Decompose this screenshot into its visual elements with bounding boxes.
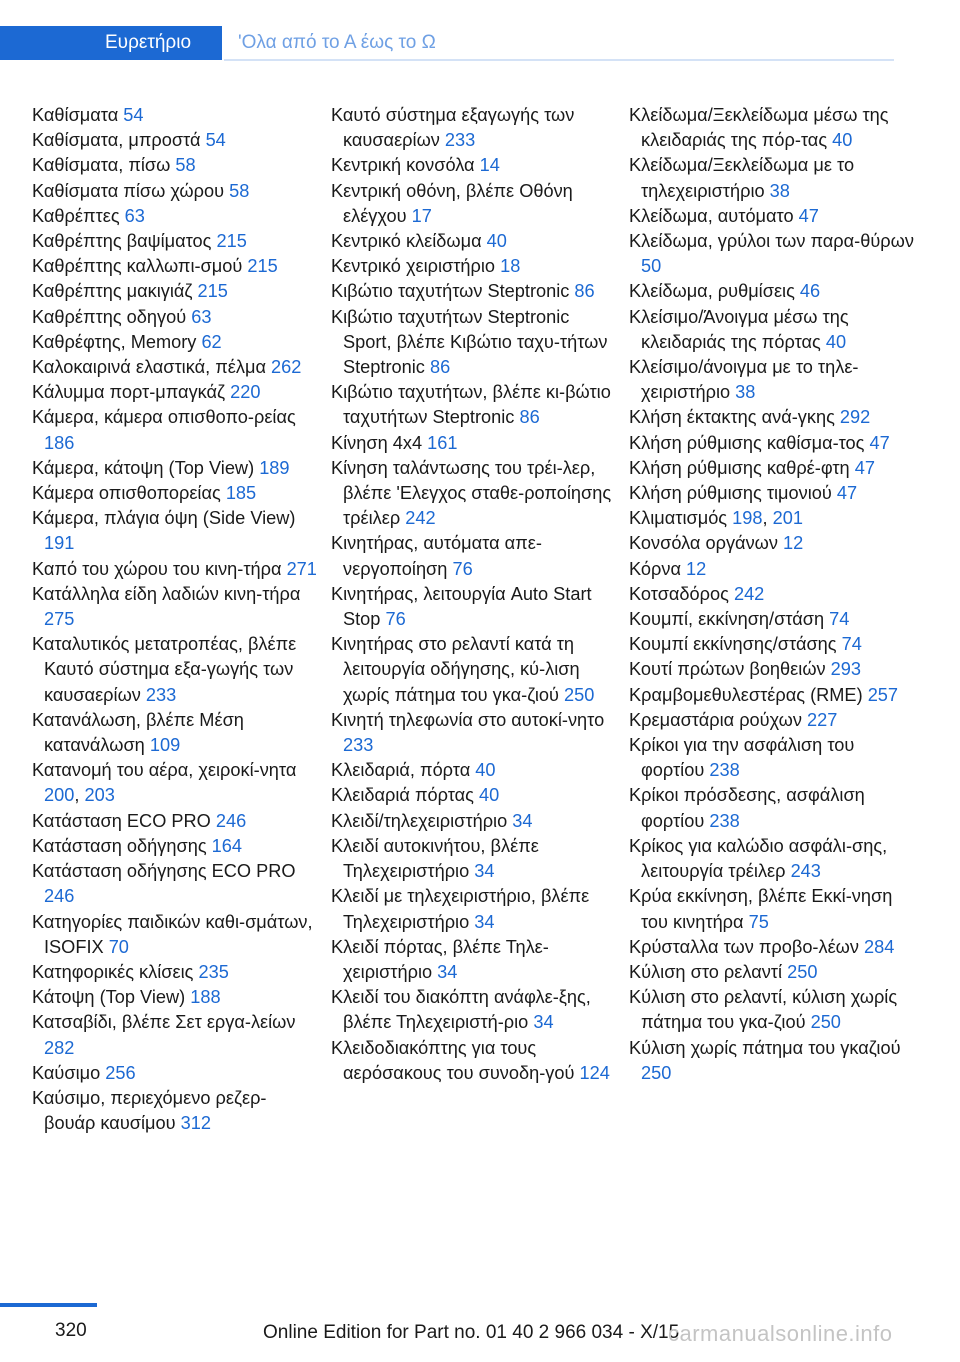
index-entry xyxy=(32,1086,317,1136)
entry-term: Κόρνα xyxy=(629,558,687,579)
index-entry xyxy=(629,531,914,556)
page-link[interactable]: 238 xyxy=(709,760,740,781)
page-link[interactable]: 12 xyxy=(783,533,804,554)
index-entry xyxy=(32,985,317,1010)
page-link[interactable]: 86 xyxy=(574,281,595,302)
page-link[interactable]: 189 xyxy=(259,457,290,478)
entry-term: Κάτοψη (Top View) xyxy=(32,987,191,1008)
entry-term: Καθίσματα, μπροστά xyxy=(32,130,206,151)
entry-term: Κινητή τηλεφωνία στο αυτοκί‐νητο xyxy=(331,709,605,730)
page-link[interactable]: 109 xyxy=(149,735,181,756)
page-link[interactable]: 246 xyxy=(44,886,75,907)
index-entry xyxy=(331,431,616,456)
page-link[interactable]: 293 xyxy=(830,659,862,680)
entry-term: Κρίκοι πρόσδεσης, ασφάλιση φορτίου xyxy=(629,785,865,831)
page-link[interactable]: 200 xyxy=(44,785,75,806)
entry-term: Καθρέπτης καλλωπι‐σμού xyxy=(32,256,248,277)
index-entry xyxy=(32,859,317,909)
page-link[interactable]: 63 xyxy=(124,205,145,226)
index-entry xyxy=(331,229,616,254)
entry-term: Κλειδί του διακόπτη ανάφλε‐ξης, βλέπε Τηλεχειριστή‐ριο xyxy=(331,987,591,1033)
index-entry xyxy=(32,355,317,380)
entry-term: Κίνηση 4x4 xyxy=(331,432,428,453)
page-number: 320 xyxy=(55,1320,87,1341)
entry-term: Κλειδί με τηλεχειριστήριο, βλέπε Τηλεχειριστήριο xyxy=(331,886,590,932)
page-link[interactable]: 47 xyxy=(798,205,819,226)
page-link[interactable]: 201 xyxy=(772,508,803,529)
page-link[interactable]: 262 xyxy=(271,357,302,378)
entry-term: Κατηγορίες παιδικών καθι‐σμάτων, ISOFIX xyxy=(32,911,313,957)
page-link[interactable]: 75 xyxy=(748,911,769,932)
page-link[interactable]: 12 xyxy=(686,558,707,579)
index-entry xyxy=(32,557,317,582)
entry-term: Κιβώτιο ταχυτήτων Steptronic xyxy=(331,281,575,302)
index-entry xyxy=(32,330,317,355)
index-entry xyxy=(629,305,914,355)
entry-term: Κατάσταση οδήγησης ECO PRO xyxy=(32,861,296,882)
entry-term: Κλείσιμο/Άνοιγμα μέσω της κλειδαριάς της πόρτας xyxy=(629,306,849,352)
entry-term: Κλείδωμα/Ξεκλείδωμα μέσω της κλειδαριάς της πόρ‐τας xyxy=(629,105,889,151)
entry-term: Κατάσταση ECO PRO xyxy=(32,810,216,831)
index-entry xyxy=(32,153,317,178)
page-link[interactable]: 256 xyxy=(105,1062,136,1083)
page-link[interactable]: 14 xyxy=(479,155,500,176)
page-link[interactable]: 215 xyxy=(216,231,247,252)
header-divider xyxy=(224,59,894,61)
page-link[interactable]: 292 xyxy=(839,407,871,428)
page-link[interactable]: 186 xyxy=(44,432,75,453)
entry-term: Κλειδαριά πόρτας xyxy=(331,785,479,806)
page-link[interactable]: 40 xyxy=(475,760,496,781)
index-entry xyxy=(331,708,616,758)
entry-term: Καπό του χώρου του κινη‐τήρα xyxy=(32,558,287,579)
page-link[interactable]: 54 xyxy=(123,105,144,125)
entry-term: Καθίσματα xyxy=(32,105,124,125)
index-entry xyxy=(331,758,616,783)
page-link[interactable]: 76 xyxy=(452,558,473,579)
page-link[interactable]: 17 xyxy=(411,205,432,226)
entry-term: Κάμερα, κάτοψη (Top View) xyxy=(32,457,260,478)
index-entry xyxy=(629,153,914,203)
index-entry xyxy=(629,405,914,430)
index-entry xyxy=(331,809,616,834)
index-entry xyxy=(629,557,914,582)
index-entry xyxy=(629,229,914,279)
entry-term: Κατσαβίδι, βλέπε Σετ εργα‐λείων xyxy=(32,1012,296,1033)
index-entry xyxy=(331,254,616,279)
index-entry xyxy=(629,456,914,481)
entry-term: Κατανάλωση, βλέπε Μέση κατανάλωση xyxy=(32,709,244,756)
entry-term: Καθρέπτης οδηγού xyxy=(32,306,192,327)
index-entry xyxy=(32,834,317,859)
entry-term: Κλείσιμο/άνοιγμα με το τηλε‐χειριστήριο xyxy=(629,357,859,403)
index-column-3 xyxy=(629,103,914,1086)
page-link[interactable]: 271 xyxy=(286,558,317,579)
index-entry xyxy=(331,632,616,708)
entry-term: Κάμερα, πλάγια όψη (Side View) xyxy=(32,508,296,529)
page-link[interactable]: 50 xyxy=(641,256,662,277)
index-entry xyxy=(32,809,317,834)
entry-term: Καλοκαιρινά ελαστικά, πέλμα xyxy=(32,357,272,378)
entry-term: Κλειδαριά, πόρτα xyxy=(331,760,476,781)
page-link[interactable]: 282 xyxy=(44,1037,75,1058)
page-link[interactable]: 242 xyxy=(405,508,436,529)
index-entry xyxy=(32,582,317,632)
page-link[interactable]: 238 xyxy=(709,810,740,831)
index-entry xyxy=(331,884,616,934)
footer-accent-bar xyxy=(0,1303,97,1307)
entry-term: Κουμπί εκκίνησης/στάσης xyxy=(629,634,842,655)
index-entry xyxy=(629,1036,914,1086)
entry-term: Κινητήρας, λειτουργία Auto Start Stop xyxy=(331,583,592,630)
page-link[interactable]: 58 xyxy=(175,155,196,176)
entry-term: Καυτό σύστημα εξαγωγής των καυσαερίων xyxy=(331,105,575,151)
page-link[interactable]: 250 xyxy=(787,961,818,982)
page-link[interactable]: 34 xyxy=(437,961,458,982)
index-entry xyxy=(629,103,914,153)
index-entry xyxy=(629,607,914,632)
index-entry xyxy=(629,481,914,506)
index-tab[interactable]: Ευρετήριο xyxy=(0,26,222,60)
range-tab[interactable]: 'Ολα από το Α έως το Ω xyxy=(238,32,436,53)
index-entry xyxy=(331,935,616,985)
entry-term: Κεντρική οθόνη, βλέπε Οθόνη ελέγχου xyxy=(331,180,573,226)
page-link[interactable]: 40 xyxy=(832,130,853,151)
page-link[interactable]: 63 xyxy=(191,306,212,327)
entry-term: Κατάσταση οδήγησης xyxy=(32,835,212,856)
entry-term: Κίνηση ταλάντωσης του τρέι‐λερ, βλέπε 'Ελεγχος σταθε‐ροποίησης τρέιλερ xyxy=(331,457,612,529)
page-link[interactable]: 34 xyxy=(474,911,495,932)
index-entry xyxy=(32,204,317,229)
index-entry xyxy=(32,708,317,758)
page-link[interactable]: 76 xyxy=(385,609,406,630)
page-link[interactable]: 161 xyxy=(427,432,458,453)
entry-term: Καύσιμο, περιεχόμενο ρεζερ‐βουάρ καυσίμου xyxy=(32,1087,267,1134)
index-entry xyxy=(32,960,317,985)
index-entry xyxy=(331,179,616,229)
entry-term: Καταλυτικός μετατροπέας, βλέπε Καυτό σύστημα εξα‐γωγής των καυσαερίων xyxy=(32,634,297,705)
page-link[interactable]: 215 xyxy=(247,256,278,277)
entry-term: Κεντρικό χειριστήριο xyxy=(331,256,501,277)
index-entry xyxy=(32,254,317,279)
index-entry xyxy=(32,179,317,204)
index-entry xyxy=(32,380,317,405)
page-link[interactable]: 250 xyxy=(810,1012,841,1033)
index-entry xyxy=(629,355,914,405)
index-entry xyxy=(629,708,914,733)
page-link[interactable]: 257 xyxy=(867,684,899,705)
index-entry xyxy=(331,279,616,304)
index-entry xyxy=(331,783,616,808)
index-entry xyxy=(32,456,317,481)
index-entry xyxy=(331,834,616,884)
index-entry: Κλιματισμός 198, 201 xyxy=(629,508,803,529)
page-link[interactable]: 34 xyxy=(533,1012,554,1033)
entry-term: Κατηφορικές κλίσεις xyxy=(32,961,199,982)
entry-term: Καθρέπτες xyxy=(32,205,125,226)
entry-term: Κλήση ρύθμισης καθρέ‐φτη xyxy=(629,457,855,478)
index-entry xyxy=(629,431,914,456)
page-link[interactable]: 185 xyxy=(225,483,257,504)
edition-line: Online Edition for Part no. 01 40 2 966 034 - X/15 xyxy=(263,1322,680,1343)
index-column-1 xyxy=(32,103,317,1136)
index-entry xyxy=(32,229,317,254)
page-link[interactable]: 227 xyxy=(807,709,838,730)
entry-term: Καθρέπτης μακιγιάζ xyxy=(32,281,198,302)
index-entry xyxy=(32,103,317,128)
entry-term: Καθρέφτης, Memory xyxy=(32,331,202,352)
entry-term: Κάλυμμα πορτ-μπαγκάζ xyxy=(32,382,231,403)
index-entry xyxy=(629,657,914,682)
index-entry xyxy=(629,834,914,884)
entry-term: Κρύα εκκίνηση, βλέπε Εκκί‐νηση του κινητήρα xyxy=(629,886,893,932)
page-link[interactable]: 74 xyxy=(829,609,850,630)
page-link[interactable]: 203 xyxy=(84,785,115,806)
index-entry xyxy=(629,279,914,304)
page-link[interactable]: 40 xyxy=(478,785,500,806)
index-entry xyxy=(331,1036,616,1086)
entry-term: Κλείδωμα/Ξεκλείδωμα με το τηλεχειριστήριο xyxy=(629,155,855,201)
entry-term: Κλείδωμα, γρύλοι των παρα‐θύρων xyxy=(629,231,914,252)
page-link[interactable]: 62 xyxy=(201,331,222,352)
entry-term: Κρύσταλλα των προβο‐λέων xyxy=(629,936,865,957)
entry-term: Κλειδί αυτοκινήτου, βλέπε Τηλεχειριστήριο xyxy=(331,835,539,882)
index-entry xyxy=(32,1010,317,1060)
index-entry xyxy=(32,128,317,153)
page-link[interactable]: 40 xyxy=(486,231,507,252)
page-link[interactable]: 246 xyxy=(215,810,247,831)
index-entry xyxy=(32,1061,317,1086)
entry-term: Κραμβομεθυλεστέρας (RME) xyxy=(629,684,868,705)
entry-term: Κρίκοι για την ασφάλιση του φορτίου xyxy=(629,735,855,781)
index-entry xyxy=(331,380,616,430)
entry-term: Κλείδωμα, αυτόματο xyxy=(629,205,799,226)
entry-term: Κάμερα οπισθοπορείας xyxy=(32,483,226,504)
entry-term: Κινητήρας στο ρελαντί κατά τη λειτουργία οδήγησης, κύ‐λιση χωρίς πάτημα του γκα‐ζιού xyxy=(331,634,580,705)
entry-term: Κάμερα, κάμερα οπισθοπο‐ρείας xyxy=(32,407,296,428)
page-link[interactable]: 243 xyxy=(790,861,821,882)
entry-term: Κοτσαδόρος xyxy=(629,583,734,604)
entry-term: Κονσόλα οργάνων xyxy=(629,533,784,554)
entry-term: Κεντρική κονσόλα xyxy=(331,155,480,176)
entry-term: Κουτί πρώτων βοηθειών xyxy=(629,659,831,680)
index-entry xyxy=(629,204,914,229)
index-entry xyxy=(331,531,616,581)
entry-term: Κλήση έκτακτης ανά‐γκης xyxy=(629,407,840,428)
entry-term: Κρεμαστάρια ρούχων xyxy=(629,709,808,730)
entry-term: Κουμπί, εκκίνηση/στάση xyxy=(629,609,830,630)
page-link[interactable]: 58 xyxy=(229,180,250,201)
page-link[interactable]: 86 xyxy=(429,357,451,378)
index-entry xyxy=(629,935,914,960)
page-link[interactable]: 46 xyxy=(799,281,821,302)
page-link[interactable]: 86 xyxy=(519,407,540,428)
page-link[interactable]: 18 xyxy=(500,256,521,277)
page-link[interactable]: 54 xyxy=(205,130,226,151)
index-entry xyxy=(629,632,914,657)
page-link[interactable]: 47 xyxy=(854,457,875,478)
entry-term: Κλειδί/τηλεχειριστήριο xyxy=(331,810,513,831)
index-entry xyxy=(629,582,914,607)
entry-term: Κιβώτιο ταχυτήτων Steptronic Sport, βλέπε Κιβώτιο ταχυ‐τήτων Steptronic xyxy=(331,306,608,378)
page-link[interactable]: 250 xyxy=(564,684,595,705)
index-entry xyxy=(331,456,616,532)
entry-term: Κλείδωμα, ρυθμίσεις xyxy=(629,281,800,302)
index-entry xyxy=(629,683,914,708)
page-link[interactable]: 275 xyxy=(44,609,75,630)
index-entry xyxy=(331,103,616,153)
index-entry xyxy=(331,985,616,1035)
entry-term: Κλιματισμός xyxy=(629,508,733,529)
entry-term: Κρίκος για καλώδιο ασφάλι‐σης, λειτουργία τρέιλερ xyxy=(629,835,888,882)
page-header xyxy=(0,0,960,64)
page-link[interactable]: 233 xyxy=(444,130,476,151)
page-link[interactable]: 124 xyxy=(579,1062,610,1083)
page-link[interactable]: 198 xyxy=(732,508,763,529)
page-link[interactable]: 233 xyxy=(343,735,374,756)
entry-term: Κατανομή του αέρα, χειροκί‐νητα xyxy=(32,760,297,781)
page-link[interactable]: 70 xyxy=(108,936,129,957)
page-link[interactable]: 38 xyxy=(735,382,756,403)
entry-term: Καθίσματα πίσω χώρου xyxy=(32,180,230,201)
watermark: carmanualsonline.info xyxy=(668,1321,893,1346)
page-link[interactable]: 250 xyxy=(641,1062,672,1083)
page-link[interactable]: 284 xyxy=(864,936,895,957)
entry-term: Κλειδοδιακόπτης για τους αερόσακους του συνοδη‐γού xyxy=(331,1037,580,1083)
page-link[interactable]: 34 xyxy=(474,861,495,882)
page-link[interactable]: 188 xyxy=(190,987,221,1008)
page-link[interactable]: 242 xyxy=(733,583,765,604)
index-column-2 xyxy=(331,103,616,1086)
page-link[interactable]: 215 xyxy=(197,281,228,302)
page-link[interactable]: 40 xyxy=(825,331,847,352)
page-link[interactable]: 38 xyxy=(769,180,790,201)
index-entry xyxy=(331,305,616,381)
index-entry xyxy=(32,632,317,708)
page-link[interactable]: 312 xyxy=(180,1113,211,1134)
entry-term: Κύλιση στο ρελαντί, κύλιση χωρίς πάτημα του γκα‐ζιού xyxy=(629,987,898,1033)
index-entry xyxy=(629,733,914,783)
index-entry xyxy=(32,910,317,960)
index-entry xyxy=(331,582,616,632)
entry-term: Κεντρικό κλείδωμα xyxy=(331,231,487,252)
page-link[interactable]: 233 xyxy=(145,684,177,705)
index-entry xyxy=(629,783,914,833)
entry-term: Καύσιμο xyxy=(32,1062,106,1083)
entry-term: Κινητήρας, αυτόματα απε‐νεργοποίηση xyxy=(331,533,542,579)
page-link[interactable]: 47 xyxy=(869,432,890,453)
entry-term: Κύλιση στο ρελαντί xyxy=(629,961,788,982)
index-entry xyxy=(629,884,914,934)
index-entry xyxy=(629,960,914,985)
entry-term: Κλήση ρύθμισης καθίσμα‐τος xyxy=(629,432,870,453)
index-entry xyxy=(32,481,317,506)
page-link[interactable]: 191 xyxy=(44,533,75,554)
entry-term: Καθίσματα, πίσω xyxy=(32,155,176,176)
page-link[interactable]: 164 xyxy=(211,835,243,856)
entry-term: Κιβώτιο ταχυτήτων, βλέπε κι‐βώτιο ταχυτήτων Steptronic xyxy=(331,382,611,428)
page-link[interactable]: 47 xyxy=(836,483,858,504)
index-entry xyxy=(32,405,317,455)
entry-term: Κλήση ρύθμισης τιμονιού xyxy=(629,483,837,504)
index-entry: Κατανομή του αέρα, χειροκί‐νητα 200, 203 xyxy=(32,760,297,806)
index-entry xyxy=(331,153,616,178)
entry-term: Κλειδί πόρτας, βλέπε Τηλε‐χειριστήριο xyxy=(331,936,549,982)
entry-term: Κύλιση χωρίς πάτημα του γκαζιού xyxy=(629,1037,901,1058)
page-link[interactable]: 220 xyxy=(230,382,261,403)
index-entry xyxy=(629,985,914,1035)
index-entry xyxy=(32,506,317,556)
page-link[interactable]: 74 xyxy=(841,634,862,655)
entry-term: Καθρέπτης βαψίματος xyxy=(32,231,217,252)
page-link[interactable]: 235 xyxy=(198,961,229,982)
index-entry xyxy=(32,305,317,330)
index-entry xyxy=(32,279,317,304)
page-link[interactable]: 34 xyxy=(512,810,533,831)
entry-term: Κατάλληλα είδη λαδιών κινη‐τήρα xyxy=(32,583,301,604)
